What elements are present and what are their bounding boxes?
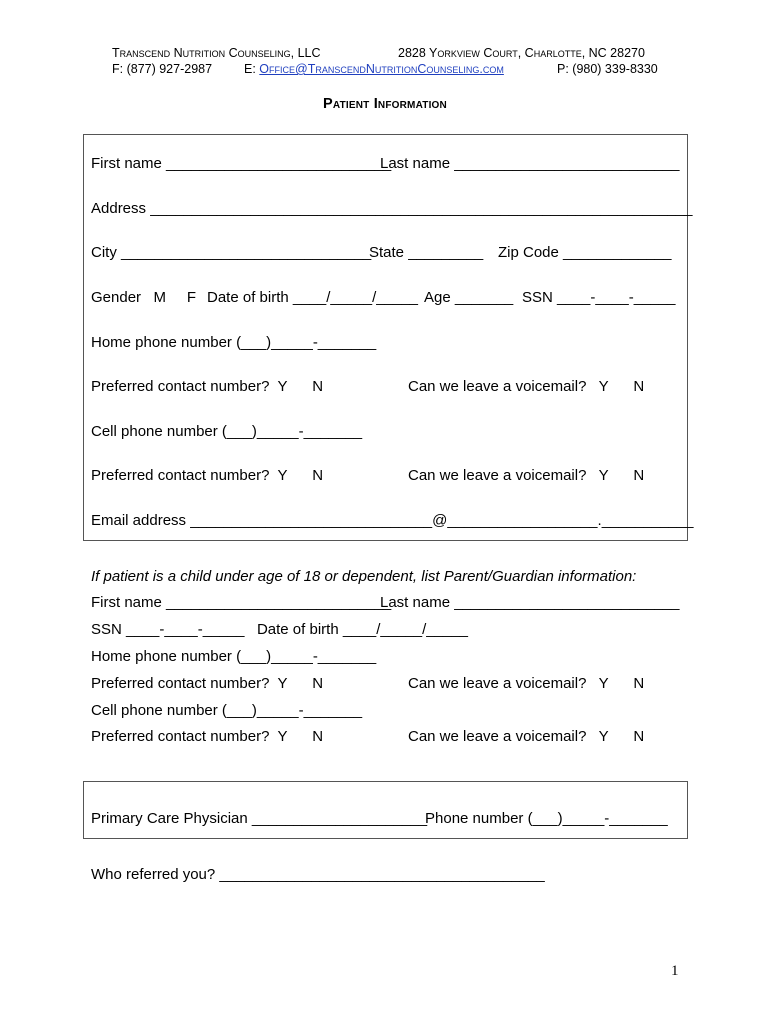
age-field[interactable]: Age _______ [424, 289, 514, 306]
ssn-field[interactable]: SSN ____-____-_____ [522, 289, 676, 306]
guardian-first-name-field[interactable]: First name ___________________________ [91, 594, 392, 611]
email-line [244, 62, 504, 76]
last-name-field[interactable]: Last name ___________________________ [380, 155, 680, 172]
dob-field[interactable]: Date of birth ____/_____/_____ [207, 289, 419, 306]
state-field[interactable]: State _________ [369, 244, 484, 261]
first-name-field[interactable]: First name ___________________________ [91, 155, 392, 172]
physician-field[interactable]: Primary Care Physician _____________________ [91, 810, 428, 827]
guardian-voicemail-cell[interactable]: Can we leave a voicemail? Y N [408, 728, 645, 745]
physician-phone-field[interactable]: Phone number (___)_____-_______ [425, 810, 668, 827]
city-field[interactable]: City ______________________________ [91, 244, 372, 261]
org-address: 2828 Yorkview Court, Charlotte, NC 28270 [398, 46, 645, 60]
referral-field[interactable]: Who referred you? _______________________________________ [91, 866, 545, 883]
guardian-last-name-field[interactable]: Last name ___________________________ [380, 594, 680, 611]
guardian-preferred-contact-home[interactable]: Preferred contact number? Y N [91, 675, 324, 692]
home-phone-field[interactable]: Home phone number (___)_____-_______ [91, 334, 377, 351]
gender-field[interactable]: Gender M F [91, 289, 197, 306]
cell-phone-field[interactable]: Cell phone number (___)_____-_______ [91, 423, 363, 440]
page-title: Patient Information [323, 96, 447, 112]
guardian-home-phone-field[interactable]: Home phone number (___)_____-_______ [91, 648, 377, 665]
guardian-intro: If patient is a child under age of 18 or dependent, list Parent/Guardian information: [91, 568, 637, 585]
email-prefix: E: [244, 62, 260, 76]
guardian-cell-phone-field[interactable]: Cell phone number (___)_____-_______ [91, 702, 363, 719]
preferred-contact-home[interactable]: Preferred contact number? Y N [91, 378, 324, 395]
voicemail-home[interactable]: Can we leave a voicemail? Y N [408, 378, 645, 395]
guardian-ssn-dob-field[interactable]: SSN ____-____-_____ Date of birth ____/_____/_____ [91, 621, 468, 638]
zip-field[interactable]: Zip Code _____________ [498, 244, 672, 261]
guardian-preferred-contact-cell[interactable]: Preferred contact number? Y N [91, 728, 324, 745]
phone-number: P: (980) 339-8330 [557, 62, 658, 76]
page-number: 1 [671, 963, 679, 979]
email-link[interactable]: Office@TranscendNutritionCounseling.com [259, 62, 504, 76]
preferred-contact-cell[interactable]: Preferred contact number? Y N [91, 467, 324, 484]
guardian-voicemail-home[interactable]: Can we leave a voicemail? Y N [408, 675, 645, 692]
email-field[interactable]: Email address _____________________________@__________________.___________ [91, 512, 694, 529]
org-name: Transcend Nutrition Counseling, LLC [112, 46, 321, 60]
fax-number: F: (877) 927-2987 [112, 62, 213, 76]
voicemail-cell[interactable]: Can we leave a voicemail? Y N [408, 467, 645, 484]
address-field[interactable]: Address _________________________________________________________________ [91, 200, 693, 217]
